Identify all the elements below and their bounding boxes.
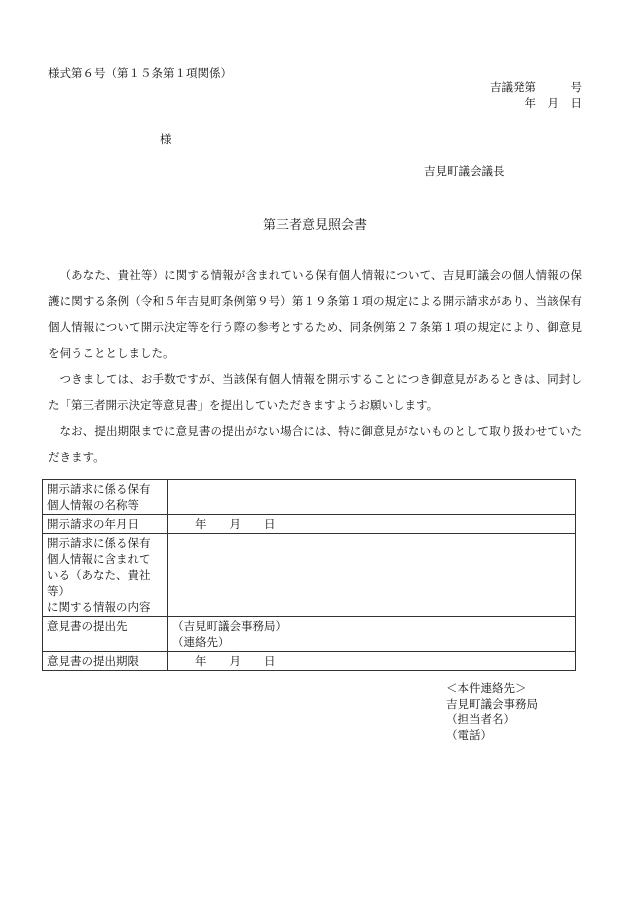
contact-block: [446, 681, 538, 743]
body-paragraph: なお、提出期限までに意見書の提出がない場合には、特に御意見がないものとして取り扱わせていただきます。: [48, 424, 582, 464]
table-row: [43, 515, 576, 534]
form-number: 様式第６号（第１５条第１項関係）: [48, 66, 232, 80]
document-title: 第三者意見照会書: [262, 218, 367, 233]
document-number: 吉議発第 号: [490, 80, 582, 94]
document-date: 年 月 日: [524, 96, 582, 110]
contact-office: 吉見町議会事務局: [446, 696, 538, 711]
table-value: [168, 534, 576, 617]
table-value: （吉見町議会事務局） （連絡先）: [168, 617, 576, 652]
table-row: [43, 652, 576, 671]
body-paragraph: つきましては、お手数ですが、当該保有個人情報を開示することにつき御意見があるときは、同封した「第三者開示決定等意見書」を提出していただきますようお願いします。: [48, 372, 582, 412]
contact-person: （担当者名）: [446, 712, 515, 726]
body-paragraph: （あなた、貴社等）に関する情報が含まれている保有個人情報について、吉見町議会の個人情報の保護に関する条例（令和５年吉見町条例第９号）第１９条第１項の規定による開示請求があり、当該保有個人情報について開示決定等を行う際の参考とするため、同条例第２７条第１項の規定により、御意見を伺うこととしました。: [48, 268, 582, 360]
table-value: [168, 480, 576, 515]
table-value: 年 月 日: [168, 515, 576, 534]
table-value: 年 月 日: [168, 652, 576, 671]
table-label: 開示請求の年月日: [43, 515, 168, 534]
sender: 吉見町議会議長: [424, 164, 505, 178]
table-row: [43, 617, 576, 652]
contact-heading: ＜本件連絡先＞: [446, 681, 527, 695]
table-row: [43, 534, 576, 617]
table-label: 意見書の提出先: [43, 617, 168, 652]
table-label: 意見書の提出期限: [43, 652, 168, 671]
request-info-table: [42, 479, 576, 671]
table-label: 開示請求に係る保有 個人情報の名称等: [43, 480, 168, 515]
body-text: [48, 262, 582, 470]
contact-phone: （電話）: [446, 727, 492, 742]
table-row: [43, 480, 576, 515]
table-label: 開示請求に係る保有 個人情報に含まれて いる（あなた、貴社 等） に関する情報の内容: [43, 534, 168, 617]
addressee: 様: [160, 132, 172, 146]
